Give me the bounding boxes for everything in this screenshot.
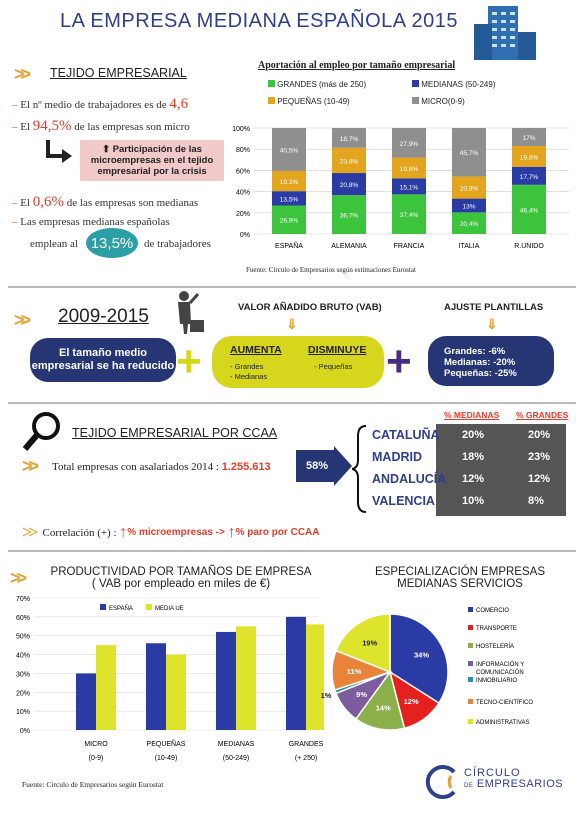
data-label: 13% bbox=[462, 203, 476, 211]
data-label: 37,4% bbox=[399, 212, 419, 220]
ccaa-row-medianas: 12% bbox=[462, 473, 485, 485]
bullet-emplean-line1: – Las empresas medianas españolas bbox=[12, 216, 170, 228]
ccaa-row-name: CATALUÑA bbox=[372, 428, 440, 442]
ccaa-row-grandes: 8% bbox=[528, 495, 544, 507]
data-label: 27,9% bbox=[399, 140, 419, 148]
pie-label: 9% bbox=[356, 690, 368, 700]
y-tick-label: 30% bbox=[15, 671, 30, 679]
legend-swatch bbox=[468, 607, 473, 612]
data-label: 19,6% bbox=[399, 165, 419, 173]
bar bbox=[236, 626, 256, 730]
empleo-legend bbox=[268, 80, 548, 106]
y-tick-label: 100% bbox=[232, 126, 250, 133]
y-tick-label: 60% bbox=[235, 168, 250, 176]
legend-label: ADMINISTRATIVAS bbox=[476, 720, 530, 726]
legend-label: HOSTELERÍA bbox=[476, 644, 515, 650]
up-arrow-icon: ↑ bbox=[227, 523, 236, 541]
aumenta-items: - Grandes - Medianas bbox=[230, 362, 268, 381]
y-tick-label: 70% bbox=[15, 596, 30, 603]
arrow-icon: >> bbox=[10, 568, 24, 588]
pie-label: 1% bbox=[320, 691, 332, 701]
circulo-logo-text: CÍRCULO DE EMPRESARIOS bbox=[464, 767, 564, 790]
ccaa-row-name: MADRID bbox=[372, 450, 422, 464]
legend-swatch bbox=[468, 677, 473, 682]
total-empresas: Total empresas con asalariados 2014 : 1.255.613 bbox=[52, 461, 271, 473]
legend-label: COMERCIO bbox=[476, 608, 509, 614]
legend-swatch bbox=[468, 661, 473, 666]
data-label: 19,1% bbox=[279, 179, 299, 187]
y-tick-label: 60% bbox=[15, 614, 30, 622]
y-tick-label: 40% bbox=[235, 189, 250, 197]
up-arrow-icon: ↑ bbox=[119, 523, 128, 541]
pie-label: 34% bbox=[414, 650, 430, 660]
legend-label: INFORMACIÓN Y COMUNICACIÓN bbox=[476, 662, 525, 676]
legend-label: TECNO-CIENTÍFICO bbox=[476, 700, 533, 706]
aumenta-label: AUMENTA bbox=[230, 344, 282, 356]
data-label: 17% bbox=[522, 135, 536, 143]
x-tick-label: ALEMANIA bbox=[331, 243, 367, 250]
divider-2 bbox=[8, 402, 576, 404]
down-arrow-icon: ⇓ bbox=[286, 316, 298, 332]
ccaa-title: TEJIDO EMPRESARIAL POR CCAA bbox=[72, 426, 278, 440]
buildings-icon bbox=[470, 4, 540, 62]
legend-swatch bbox=[468, 719, 473, 724]
bar bbox=[96, 645, 116, 730]
magnifier-icon bbox=[22, 410, 64, 452]
pie-label: 14% bbox=[375, 703, 391, 713]
pie-label: 12% bbox=[403, 697, 419, 707]
arrow-icon: >> bbox=[14, 310, 28, 330]
ccaa-row-grandes: 20% bbox=[528, 429, 551, 441]
legend-swatch bbox=[468, 699, 473, 704]
especializacion-pie bbox=[318, 600, 580, 750]
x-tick-sublabel: (10-49) bbox=[154, 755, 178, 762]
ccaa-row-name: VALENCIA bbox=[372, 494, 435, 508]
bullet-emplean-line2: emplean al bbox=[30, 238, 78, 250]
bar bbox=[146, 643, 166, 730]
bullet-medianas: – El 0,6% de las empresas son medianas bbox=[12, 194, 199, 210]
especializacion-title: ESPECIALIZACIÓN EMPRESAS MEDIANAS SERVICIOS bbox=[375, 566, 545, 590]
ccaa-row-grandes: 12% bbox=[528, 473, 551, 485]
legend-micro: MICRO(0-9) bbox=[412, 97, 465, 106]
y-tick-label: 20% bbox=[15, 690, 30, 698]
col-medianas: % MEDIANAS bbox=[444, 410, 500, 420]
legend-swatch bbox=[468, 625, 473, 630]
data-label: 20,8% bbox=[339, 182, 359, 190]
x-tick-label: GRANDES bbox=[288, 741, 324, 748]
y-tick-label: 40% bbox=[15, 652, 30, 660]
businessman-icon bbox=[172, 290, 206, 334]
empleo-stacked-chart bbox=[224, 118, 574, 258]
productividad-title: PRODUCTIVIDAD POR TAMAÑOS DE EMPRESA ( VAB por empleado en miles de €) bbox=[50, 566, 312, 590]
pie-label: 19% bbox=[362, 638, 378, 648]
col-grandes: % GRANDES bbox=[516, 410, 569, 420]
legend-pequenas: PEQUEÑAS (10-49) bbox=[268, 97, 398, 106]
x-tick-label: FRANCIA bbox=[393, 243, 425, 250]
note-participacion: ⬆ Participación de las microempresas en el tejido empresarial por la crisis bbox=[80, 140, 224, 181]
y-tick-label: 10% bbox=[15, 709, 30, 717]
emplean-value-badge: 13,5% bbox=[86, 228, 138, 258]
legend-medianas: MEDIANAS (50-249) bbox=[412, 80, 495, 89]
bar bbox=[166, 655, 186, 730]
pie-label: 11% bbox=[346, 666, 362, 676]
arrow-icon: >> bbox=[14, 64, 28, 84]
bullet-micro: – El 94,5% de las empresas son micro bbox=[12, 118, 190, 134]
divider-1 bbox=[8, 286, 576, 288]
corner-arrow-icon bbox=[44, 140, 74, 166]
period-years: 2009-2015 bbox=[58, 306, 149, 327]
y-tick-label: 20% bbox=[235, 210, 250, 218]
empleo-source: Fuente: Círculo de Empresarios según estimaciones Eurostat bbox=[246, 266, 416, 274]
x-tick-label: MICRO bbox=[84, 741, 108, 748]
ccaa-row-medianas: 20% bbox=[462, 429, 485, 441]
y-tick-label: 80% bbox=[235, 147, 250, 155]
legend-label: MEDIA UE bbox=[155, 606, 184, 612]
x-tick-label: MEDIANAS bbox=[217, 741, 255, 748]
share-value: 58% bbox=[306, 460, 329, 472]
data-label: 23,8% bbox=[339, 158, 359, 166]
legend-swatch bbox=[468, 643, 473, 648]
data-label: 40,5% bbox=[279, 147, 299, 155]
data-label: 20,9% bbox=[459, 185, 479, 193]
disminuye-label: DISMINUYE bbox=[308, 344, 367, 356]
ccaa-row-grandes: 23% bbox=[528, 451, 551, 463]
x-tick-sublabel: (0-9) bbox=[88, 755, 104, 762]
bar bbox=[76, 673, 96, 730]
data-label: 20,4% bbox=[459, 221, 479, 229]
circulo-logo-icon bbox=[424, 764, 460, 800]
divider-3 bbox=[8, 550, 576, 552]
x-tick-label: ESPAÑA bbox=[275, 243, 303, 250]
productividad-source: Fuente: Círculo de Empresarios según Eurostat bbox=[22, 780, 164, 789]
y-tick-label: 50% bbox=[15, 633, 30, 641]
legend-label: ESPAÑA bbox=[109, 606, 133, 612]
y-tick-label: 0% bbox=[19, 728, 30, 735]
x-tick-sublabel: (50-249) bbox=[222, 755, 250, 762]
data-label: 13,5% bbox=[279, 196, 299, 204]
ccaa-row-medianas: 10% bbox=[462, 495, 485, 507]
vab-box bbox=[212, 336, 384, 388]
data-label: 26,9% bbox=[279, 217, 299, 225]
bullet-emplean-tail: de trabajadores bbox=[144, 238, 211, 250]
bar bbox=[286, 617, 306, 730]
x-tick-label: ITALIA bbox=[458, 243, 480, 250]
data-label: 15,1% bbox=[399, 184, 419, 192]
vab-title: VALOR AÑADIDO BRUTO (VAB) bbox=[238, 302, 382, 313]
down-arrow-icon: ⇓ bbox=[486, 316, 498, 332]
ccaa-row-medianas: 18% bbox=[462, 451, 485, 463]
ajuste-box: Grandes: -6% Medianas: -20% Pequeñas: -25% bbox=[428, 336, 554, 386]
tejido-title: TEJIDO EMPRESARIAL bbox=[50, 66, 187, 80]
data-label: 45,7% bbox=[459, 150, 479, 158]
arrow-icon: >> bbox=[22, 456, 36, 476]
tamano-reducido-box: El tamaño medio empresarial se ha reducido bbox=[30, 338, 176, 382]
ajuste-title: AJUSTE PLANTILLAS bbox=[444, 302, 544, 313]
data-label: 18,7% bbox=[339, 135, 359, 143]
up-arrow-icon: ⬆ bbox=[102, 144, 111, 155]
bullet-trabajadores: – El nº medio de trabajadores es de 4,6 bbox=[12, 96, 189, 112]
data-label: 36,7% bbox=[339, 212, 359, 220]
data-label: 19,6% bbox=[519, 154, 539, 162]
legend-swatch bbox=[100, 604, 106, 610]
legend-grandes: GRANDES (más de 250) bbox=[268, 80, 398, 89]
bar bbox=[216, 632, 236, 730]
y-tick-label: 0% bbox=[239, 232, 250, 239]
page-title: LA EMPRESA MEDIANA ESPAÑOLA 2015 bbox=[60, 10, 459, 32]
legend-label: INMOBILIARIO bbox=[476, 678, 518, 684]
brace-icon bbox=[352, 424, 368, 514]
arrow-icon: >> bbox=[22, 522, 35, 542]
empleo-chart-title: Aportación al empleo por tamaño empresarial bbox=[258, 60, 456, 71]
ccaa-row-name: ANDALUCÍA bbox=[372, 472, 447, 486]
x-tick-label: R.UNIDO bbox=[514, 243, 544, 250]
legend-label: TRANSPORTE bbox=[476, 626, 517, 632]
productividad-chart bbox=[4, 592, 324, 768]
plus-icon: + bbox=[176, 337, 202, 386]
data-label: 17,7% bbox=[519, 173, 539, 181]
x-tick-label: PEQUEÑAS bbox=[146, 741, 186, 748]
disminuye-items: - Pequeñas bbox=[314, 362, 353, 371]
correlacion-line: >> Correlación (+) : ↑ % microempresas -> ↑ % paro por CCAA bbox=[22, 522, 320, 542]
x-tick-sublabel: (+ 250) bbox=[294, 755, 318, 762]
data-label: 46,4% bbox=[519, 207, 539, 215]
plus-icon: + bbox=[386, 337, 412, 386]
legend-swatch bbox=[146, 604, 152, 610]
